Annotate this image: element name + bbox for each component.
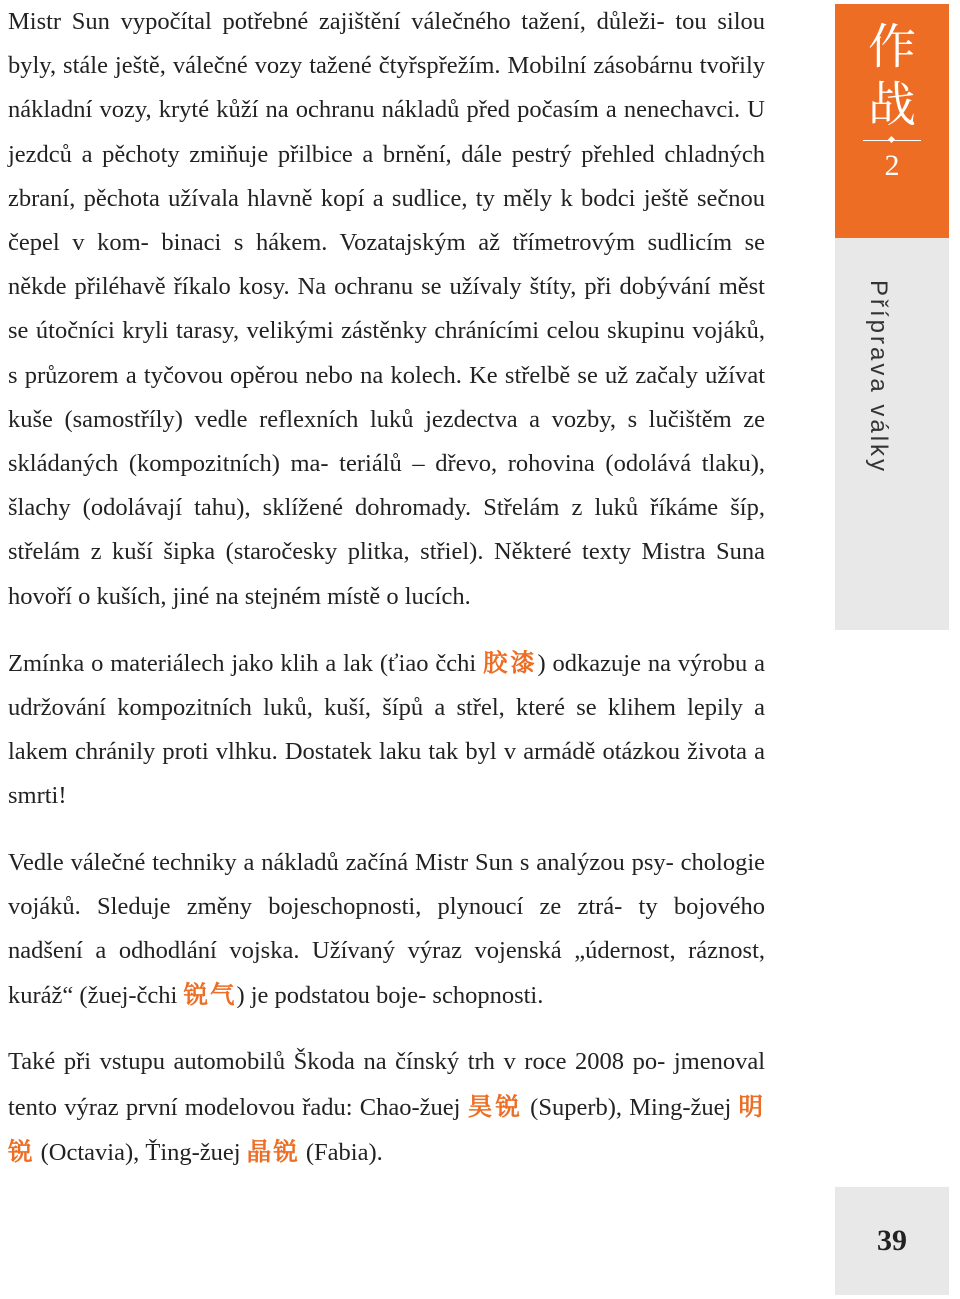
text-line: na výrobu a udržování kompozitních luků, kuší, šípů a střel, které <box>8 649 766 722</box>
text-line: v armádě otázkou života a smrti! <box>8 738 765 810</box>
text-line: (Superb), Ming-žuej <box>530 1093 739 1121</box>
text-line: Také při vstupu automobilů Škoda na čínský trh v roce 2008 po- <box>8 1048 666 1076</box>
chinese-term: 胶漆 <box>483 647 538 677</box>
text-line: skupinu vojáků, s průzorem a tyčovou opěrou nebo na kolech. Ke <box>8 317 766 389</box>
text-line: ty bojového nadšení a odhodlání vojska. Užívaný výraz vojenská <box>8 892 765 965</box>
text-line: (Octavia), Ťing-žuej <box>34 1138 247 1166</box>
text-line: binaci s hákem. Vozatajským až třímetrovým sudlicím se někde <box>8 229 765 301</box>
text-line: ) je podstatou boje- <box>236 982 427 1010</box>
text-line: ) odkazuje <box>537 649 641 677</box>
text-line: měst se útočníci kryli tarasy, velikými zástěnky chránícími celou <box>8 273 765 345</box>
chapter-title: Příprava války <box>865 280 892 475</box>
text-line: střelbě se už začaly užívat kuše (samostříly) vedle reflexních luků <box>8 361 766 433</box>
text-line: Vedle válečné techniky a nákladů začíná Mistr Sun s analýzou psy- <box>8 848 674 876</box>
body-text <box>8 0 765 1175</box>
chapter-tab <box>835 4 949 238</box>
chapter-char: 战 <box>867 77 916 133</box>
text-line: Mistr Sun vypočítal potřebné zajištění válečného tažení, důleži- <box>8 8 665 35</box>
text-line: tou silou byly, stále ještě, válečné vozy tažené čtyřspřežím. Mobilní <box>8 8 766 80</box>
paragraph-2 <box>8 641 765 819</box>
page-number: 39 <box>835 1187 949 1295</box>
text-line: hlavně kopí a sudlice, ty měly k bodci ještě sečnou čepel v kom- <box>8 184 766 257</box>
text-line: schopnosti. <box>432 982 544 1010</box>
chinese-term: 晶锐 <box>246 1136 300 1166</box>
chinese-term: 锐气 <box>183 980 237 1010</box>
chinese-term: 昊锐 <box>467 1091 523 1121</box>
paragraph-3 <box>8 841 765 1019</box>
text-line: zásobárnu tvořily nákladní vozy, kryté kůží na ochranu nákladů <box>8 52 766 124</box>
chapter-char: 作 <box>867 19 916 75</box>
chinese-term: 明锐 <box>8 1091 766 1166</box>
text-line: teriálů – dřevo, rohovina (odolává tlaku), šlachy (odolávají tahu), <box>8 450 766 522</box>
text-line: sklížené dohromady. Střelám z luků říkáme šíp, střelám z kuší <box>8 494 765 566</box>
text-line: přiléhavě říkalo kosy. Na ochranu se užívaly štíty, při dobývání <box>74 273 711 301</box>
paragraph-1 <box>8 0 765 619</box>
text-line: a brnění, dále pestrý přehled chladných zbraní, pěchota užívala <box>8 140 766 212</box>
text-line: Zmínka o materiálech jako klih a lak (ťiao čchi <box>8 649 484 677</box>
paragraph-4 <box>8 1040 765 1175</box>
text-line: před počasím a nenechavci. U jezdců a pěchoty zmiňuje přilbice <box>8 96 765 168</box>
text-line: šipka (staročesky plitka, střiel). Některé texty Mistra Suna hovoří <box>8 538 766 610</box>
text-line: „údernost, ráznost, kuráž“ (žuej-čchi <box>8 937 766 1010</box>
text-line: se klihem lepily a lakem chránily proti vlhku. Dostatek laku tak byl <box>8 694 766 766</box>
text-line: jmenoval tento výraz první modelovou řadu: Chao-žuej <box>8 1048 765 1121</box>
text-line: jezdectva a vozby, s lučištěm ze skládaných (kompozitních) ma- <box>8 405 766 478</box>
chapter-title-panel <box>835 238 949 630</box>
text-line: chologie vojáků. Sleduje změny bojeschopnosti, plynoucí ze ztrá- <box>8 848 766 920</box>
chapter-divider <box>863 140 921 141</box>
text-line: o kuších, jiné na stejném místě o lucích. <box>78 582 471 610</box>
chapter-number: 2 <box>884 149 900 182</box>
text-line: (Fabia). <box>299 1138 383 1166</box>
